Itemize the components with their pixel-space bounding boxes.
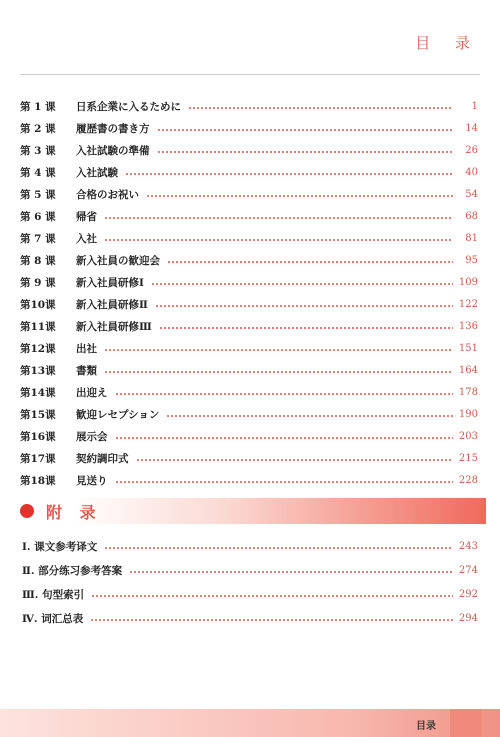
dot-leader: [155, 305, 453, 307]
lesson-title: 展示会: [76, 430, 108, 443]
title-divider: [20, 74, 480, 75]
lesson-number: 第 9 课: [20, 276, 56, 289]
page-number: 40: [465, 166, 478, 178]
lesson-title: 新入社員の歓迎会: [76, 254, 160, 267]
page-number: 215: [458, 452, 478, 464]
page-number: 243: [458, 540, 478, 552]
lesson-number: 第 8 课: [20, 254, 56, 267]
page-title: 目 录: [415, 34, 480, 52]
dot-leader: [146, 195, 453, 197]
appendix-row[interactable]: [22, 606, 478, 630]
lesson-title: 履歴書の書き方: [76, 122, 150, 135]
lesson-title: 出迎え: [76, 386, 108, 399]
toc-row[interactable]: [20, 403, 478, 425]
page-number: 151: [458, 342, 478, 354]
dot-leader: [129, 571, 453, 573]
toc-row[interactable]: [20, 359, 478, 381]
toc-row[interactable]: [20, 469, 478, 491]
page-number: 294: [458, 612, 478, 624]
toc-row[interactable]: [20, 117, 478, 139]
lesson-number: 第 5 课: [20, 188, 56, 201]
page-number: 26: [465, 144, 478, 156]
dot-leader: [104, 239, 453, 241]
lesson-title: 合格のお祝い: [76, 188, 139, 201]
page-number: 274: [458, 564, 478, 576]
page-number: 68: [465, 210, 478, 222]
page-number: 14: [465, 122, 478, 134]
page-number: 203: [458, 430, 478, 442]
bullet-icon: [20, 504, 34, 518]
lesson-number: 第10课: [20, 298, 56, 311]
page-number: 292: [458, 588, 478, 600]
dot-leader: [157, 151, 454, 153]
page-number: 164: [458, 364, 478, 376]
toc-row[interactable]: [20, 337, 478, 359]
appendix-row[interactable]: [22, 582, 478, 606]
dot-leader: [104, 349, 453, 351]
lesson-number: 第 3 课: [20, 144, 56, 157]
dot-leader: [104, 371, 453, 373]
lesson-number: 第16课: [20, 430, 56, 443]
toc-row[interactable]: [20, 381, 478, 403]
lesson-number: 第 1 课: [20, 100, 56, 113]
dot-leader: [125, 173, 453, 175]
lesson-title: 歓迎レセプション: [76, 408, 160, 421]
dot-leader: [136, 459, 454, 461]
lesson-title: 見送り: [76, 474, 108, 487]
page-number: 136: [458, 320, 478, 332]
footer-band: [0, 709, 500, 737]
toc-row[interactable]: [20, 315, 478, 337]
appendix-title: 附 录: [46, 502, 102, 522]
footer-label: 目录: [416, 721, 436, 732]
dot-leader: [159, 327, 453, 329]
lesson-title: 新入社員研修Ⅲ: [76, 320, 152, 333]
appendix-row[interactable]: [22, 534, 478, 558]
dot-leader: [104, 217, 453, 219]
lesson-title: 書類: [76, 364, 97, 377]
lesson-title: 入社試験: [76, 166, 118, 179]
dot-leader: [115, 393, 454, 395]
toc-row[interactable]: [20, 161, 478, 183]
dot-leader: [157, 129, 454, 131]
page-number: 95: [465, 254, 478, 266]
appendix-item-label: Ⅱ. 部分练习参考答案: [22, 564, 123, 577]
page-number: 54: [465, 188, 478, 200]
toc-row[interactable]: [20, 425, 478, 447]
appendix-item-label: Ⅳ. 词汇总表: [22, 612, 84, 625]
dot-leader: [188, 107, 453, 109]
appendix-row[interactable]: [22, 558, 478, 582]
lesson-title: 入社試験の準備: [76, 144, 150, 157]
toc-row[interactable]: [20, 293, 478, 315]
dot-leader: [167, 261, 453, 263]
lesson-title: 新入社員研修Ⅰ: [76, 276, 144, 289]
lesson-title: 日系企業に入るために: [76, 100, 181, 113]
toc-row[interactable]: [20, 183, 478, 205]
toc-row[interactable]: [20, 227, 478, 249]
lesson-number: 第15课: [20, 408, 56, 421]
lesson-number: 第18课: [20, 474, 56, 487]
dot-leader: [104, 547, 453, 549]
lesson-title: 契約調印式: [76, 452, 129, 465]
lesson-number: 第 6 课: [20, 210, 56, 223]
appendix-item-label: Ⅲ. 句型索引: [22, 588, 85, 601]
dot-leader: [115, 437, 454, 439]
lesson-number: 第17课: [20, 452, 56, 465]
page-number: 178: [458, 386, 478, 398]
appendix-header: [16, 498, 486, 524]
dot-leader: [90, 619, 453, 621]
appendix-list: [22, 534, 478, 630]
toc-row[interactable]: [20, 249, 478, 271]
toc-row[interactable]: [20, 95, 478, 117]
footer-tab: [450, 709, 482, 737]
dot-leader: [151, 283, 453, 285]
lesson-number: 第 7 课: [20, 232, 56, 245]
lesson-title: 帰省: [76, 210, 97, 223]
dot-leader: [166, 415, 453, 417]
lesson-title: 出社: [76, 342, 97, 355]
lesson-title: 入社: [76, 232, 97, 245]
toc-row[interactable]: [20, 139, 478, 161]
page-number: 122: [458, 298, 478, 310]
toc-row[interactable]: [20, 447, 478, 469]
toc-row[interactable]: [20, 205, 478, 227]
page-number: 109: [458, 276, 478, 288]
toc-row[interactable]: [20, 271, 478, 293]
lesson-number: 第14课: [20, 386, 56, 399]
table-of-contents: [20, 95, 478, 491]
lesson-number: 第13课: [20, 364, 56, 377]
page-number: 228: [458, 474, 478, 486]
lesson-number: 第 4 课: [20, 166, 56, 179]
appendix-item-label: Ⅰ. 课文参考译文: [22, 540, 98, 553]
lesson-number: 第 2 课: [20, 122, 56, 135]
page-number: 190: [458, 408, 478, 420]
dot-leader: [91, 595, 453, 597]
page-number: 1: [471, 100, 478, 112]
lesson-number: 第12课: [20, 342, 56, 355]
lesson-number: 第11课: [20, 320, 56, 333]
page-number: 81: [465, 232, 478, 244]
dot-leader: [115, 481, 454, 483]
lesson-title: 新入社員研修Ⅱ: [76, 298, 148, 311]
